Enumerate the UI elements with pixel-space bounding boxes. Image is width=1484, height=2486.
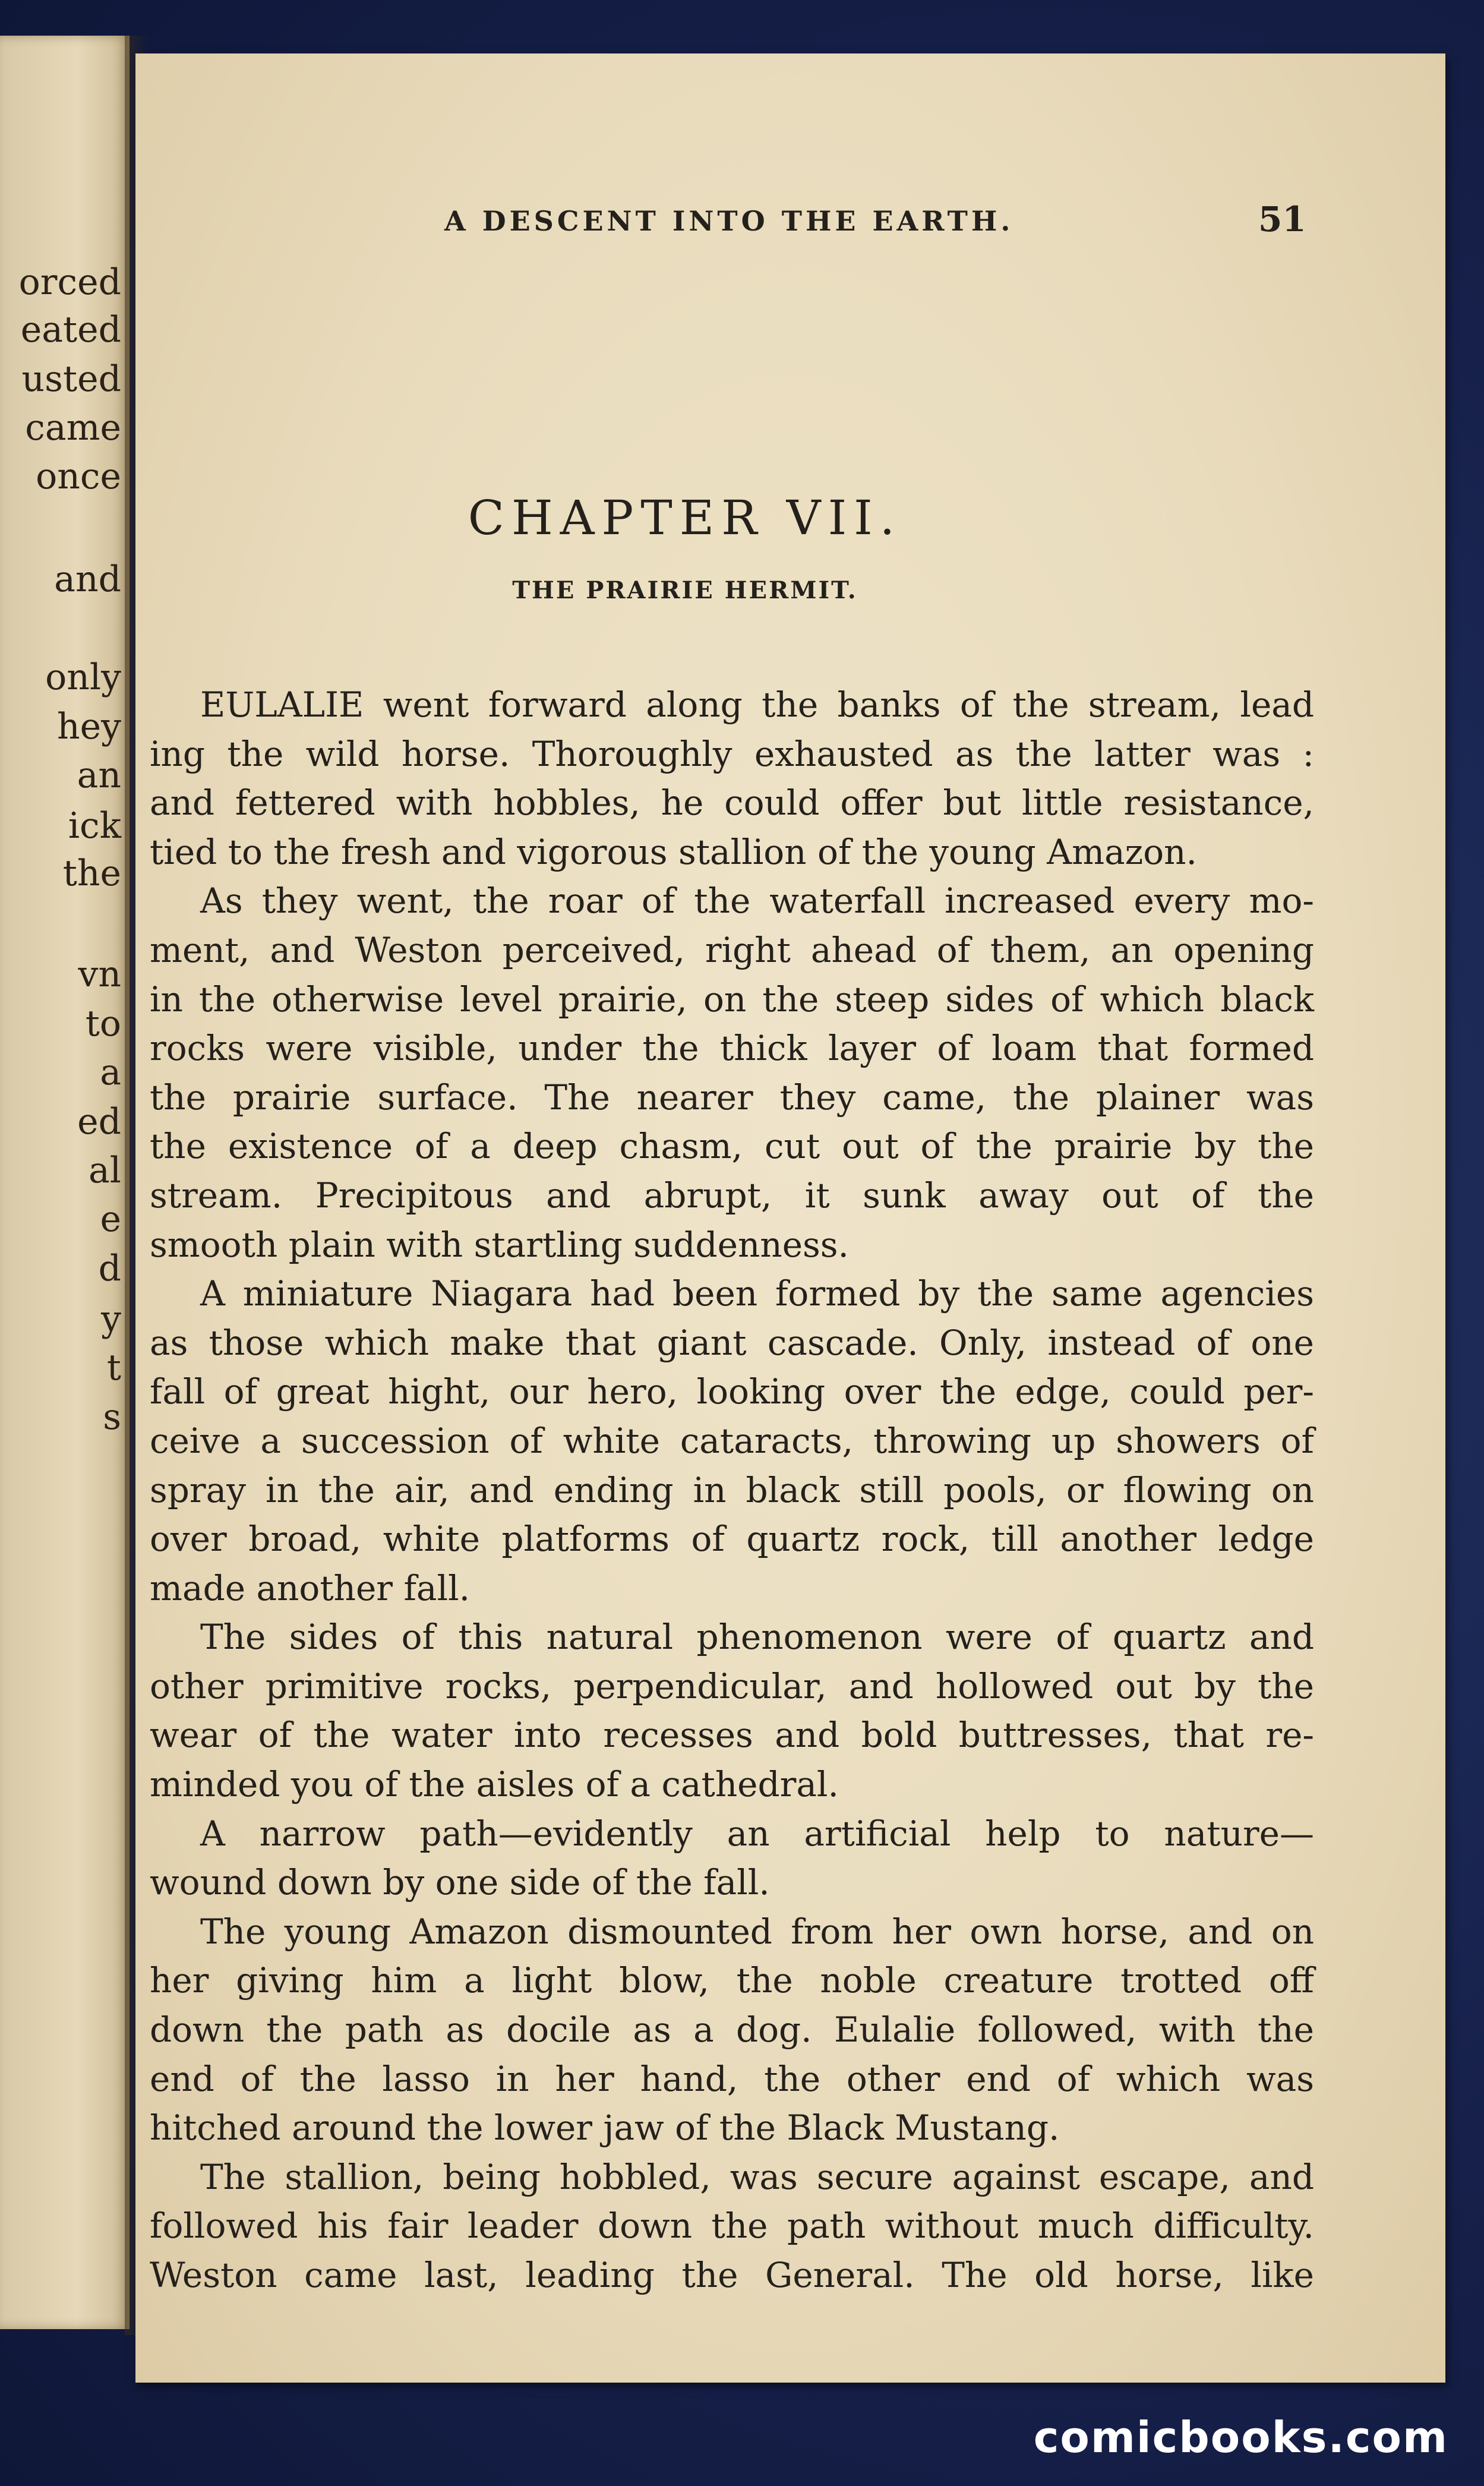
left-facing-page: [0, 36, 130, 2329]
text-line: The stallion, being hobbled, was secure against escape, and: [200, 2156, 1314, 2197]
text-line: As they went, the roar of the waterfall increased every mo-: [200, 881, 1314, 922]
left-page-fragment: y: [101, 1298, 121, 1340]
left-page-fragment: only: [45, 657, 121, 698]
text-line: the existence of a deep chasm, cut out of the prairie by the: [150, 1126, 1314, 1167]
left-page-fragment: ed: [77, 1101, 121, 1143]
site-watermark: comicbooks.com: [1033, 2412, 1448, 2462]
left-page-fragment: and: [54, 559, 121, 600]
left-page-fragment: came: [25, 407, 121, 449]
left-page-fragment: t: [106, 1347, 121, 1389]
left-page-fragment: usted: [21, 358, 121, 400]
text-line: other primitive rocks, perpendicular, and hollowed out by the: [150, 1665, 1314, 1706]
text-line: made another fall.: [150, 1567, 471, 1608]
text-line: minded you of the aisles of a cathedral.: [150, 1764, 839, 1805]
chapter-title: CHAPTER VII.: [468, 490, 902, 545]
text-line: The young Amazon dismounted from her own horse, and on: [200, 1911, 1314, 1952]
text-line: stream. Precipitous and abrupt, it sunk away out of the: [150, 1175, 1314, 1216]
body-text: [150, 680, 1314, 2300]
left-page-fragment: d: [98, 1248, 121, 1289]
text-line: wound down by one side of the fall.: [150, 1862, 770, 1903]
page-number: 51: [1258, 199, 1306, 239]
text-line: Weston came last, leading the General. The old horse, like: [150, 2255, 1314, 2295]
text-line: in the otherwise level prairie, on the steep sides of which black: [150, 979, 1314, 1020]
left-page-fragment: s: [103, 1396, 121, 1438]
text-line: down the path as docile as a dog. Eulalie followed, with the: [150, 2009, 1314, 2050]
left-page-fragment: to: [85, 1003, 121, 1045]
left-page-fragment: ick: [68, 805, 121, 847]
text-line: smooth plain with startling suddenness.: [150, 1224, 849, 1265]
text-line: the prairie surface. The nearer they came, the plainer was: [150, 1077, 1314, 1118]
text-line: end of the lasso in her hand, the other end of which was: [150, 2058, 1314, 2099]
text-line: over broad, white platforms of quartz rock, till another ledge: [150, 1519, 1314, 1560]
left-page-fragment: hey: [56, 706, 121, 747]
text-line: her giving him a light blow, the noble creature trotted off: [150, 1960, 1314, 2001]
text-line: rocks were visible, under the thick layer of loam that formed: [150, 1028, 1314, 1069]
text-line: tied to the fresh and vigorous stallion of the young Amazon.: [150, 831, 1197, 872]
running-head: A DESCENT INTO THE EARTH.: [444, 205, 1014, 237]
chapter-subtitle: THE PRAIRIE HERMIT.: [512, 576, 858, 604]
text-line: ceive a succession of white cataracts, throwing up showers of: [150, 1420, 1314, 1461]
left-page-fragment: al: [89, 1150, 121, 1191]
text-line: A narrow path—evidently an artificial help to nature—: [200, 1813, 1314, 1854]
text-line: hitched around the lower jaw of the Black Mustang.: [150, 2108, 1060, 2149]
left-page-fragment: an: [77, 755, 121, 796]
left-page-fragment: vn: [78, 954, 121, 995]
left-page-fragment: e: [100, 1198, 121, 1240]
text-line: spray in the air, and ending in black still pools, or flowing on: [150, 1469, 1314, 1510]
left-page-fragment: eated: [20, 309, 121, 351]
text-line: ing the wild horse. Thoroughly exhausted as the latter was :: [150, 733, 1314, 774]
left-page-fragment: the: [62, 853, 121, 894]
text-line: ment, and Weston perceived, right ahead of them, an opening: [150, 929, 1314, 970]
text-line: A miniature Niagara had been formed by the same agencies: [200, 1273, 1314, 1314]
text-line: as those which make that giant cascade. Only, instead of one: [150, 1322, 1314, 1363]
text-line: and fettered with hobbles, he could offer but little resistance,: [150, 783, 1314, 824]
text-line: wear of the water into recesses and bold buttresses, that re-: [150, 1715, 1314, 1756]
book-page: [135, 53, 1445, 2383]
text-line: fall of great hight, our hero, looking over the edge, could per-: [150, 1371, 1314, 1412]
text-line: The sides of this natural phenomenon were of quartz and: [200, 1617, 1314, 1658]
text-line: EULALIE went forward along the banks of the stream, lead: [200, 684, 1314, 725]
left-page-fragment: a: [100, 1052, 121, 1093]
left-page-fragment: orced: [18, 261, 121, 303]
left-page-fragment: once: [36, 456, 121, 497]
text-line: followed his fair leader down the path without much difficulty.: [150, 2206, 1314, 2247]
